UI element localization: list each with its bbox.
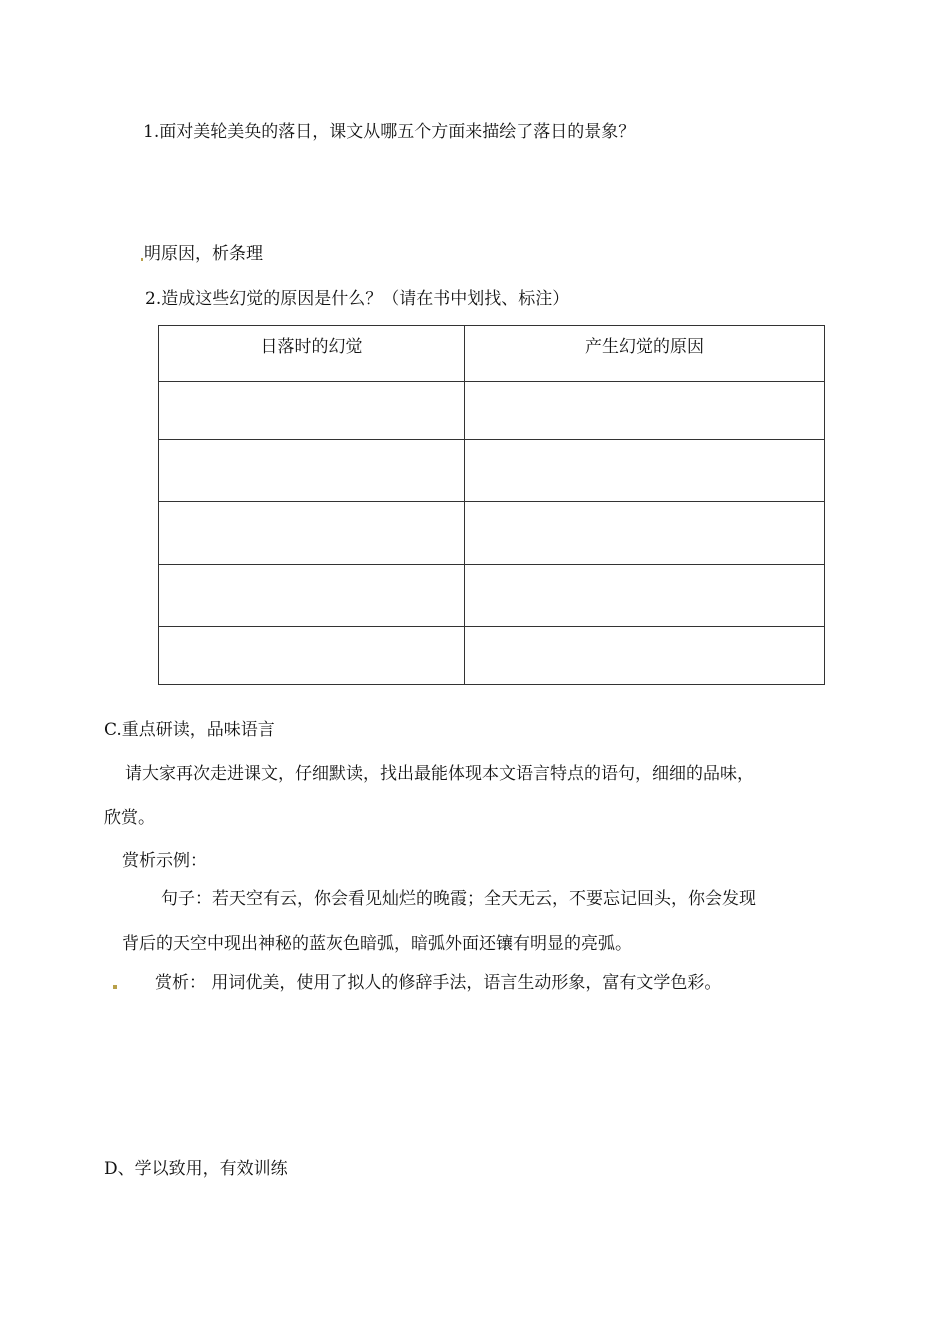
table-row	[159, 382, 825, 440]
table-cell[interactable]	[159, 382, 465, 440]
question-2: 2.造成这些幻觉的原因是什么？（请在书中划找、标注）	[145, 289, 570, 309]
illusion-cause-table	[158, 325, 825, 685]
example-appreciation: 赏析： 用词优美，使用了拟人的修辞手法，语言生动形象，富有文学色彩。	[155, 973, 722, 993]
marker-dot	[141, 258, 143, 261]
table-cell[interactable]	[159, 565, 465, 627]
marker-dot	[113, 985, 117, 989]
table-cell[interactable]	[465, 502, 825, 565]
example-sentence-line-1: 句子：若天空有云，你会看见灿烂的晚霞；全天无云，不要忘记回头，你会发现	[161, 889, 756, 909]
table-cell[interactable]	[465, 440, 825, 502]
table-cell[interactable]	[159, 502, 465, 565]
instruction-line-1: 请大家再次走进课文，仔细默读，找出最能体现本文语言特点的语句，细细的品味，	[125, 764, 754, 784]
table-cell[interactable]	[159, 627, 465, 685]
section-c-heading: C.重点研读，品味语言	[104, 720, 275, 740]
section-d-heading: D、学以致用，有效训练	[104, 1159, 288, 1179]
example-sentence-line-2: 背后的天空中现出神秘的蓝灰色暗弧，暗弧外面还镶有明显的亮弧。	[122, 934, 632, 954]
instruction-line-2: 欣赏。	[104, 808, 155, 828]
table-cell[interactable]	[465, 565, 825, 627]
question-1: 1.面对美轮美奂的落日，课文从哪五个方面来描绘了落日的景象？	[143, 122, 636, 142]
table-cell[interactable]	[159, 440, 465, 502]
table-cell[interactable]	[465, 627, 825, 685]
example-heading: 赏析示例：	[122, 851, 207, 871]
table-row	[159, 627, 825, 685]
header-cause: 产生幻觉的原因	[465, 326, 825, 382]
table-header-row	[159, 326, 825, 382]
header-illusion: 日落时的幻觉	[159, 326, 465, 382]
table-row	[159, 440, 825, 502]
table-row	[159, 565, 825, 627]
table-row	[159, 502, 825, 565]
table-cell[interactable]	[465, 382, 825, 440]
section-b-heading: 明原因，析条理	[144, 244, 263, 264]
